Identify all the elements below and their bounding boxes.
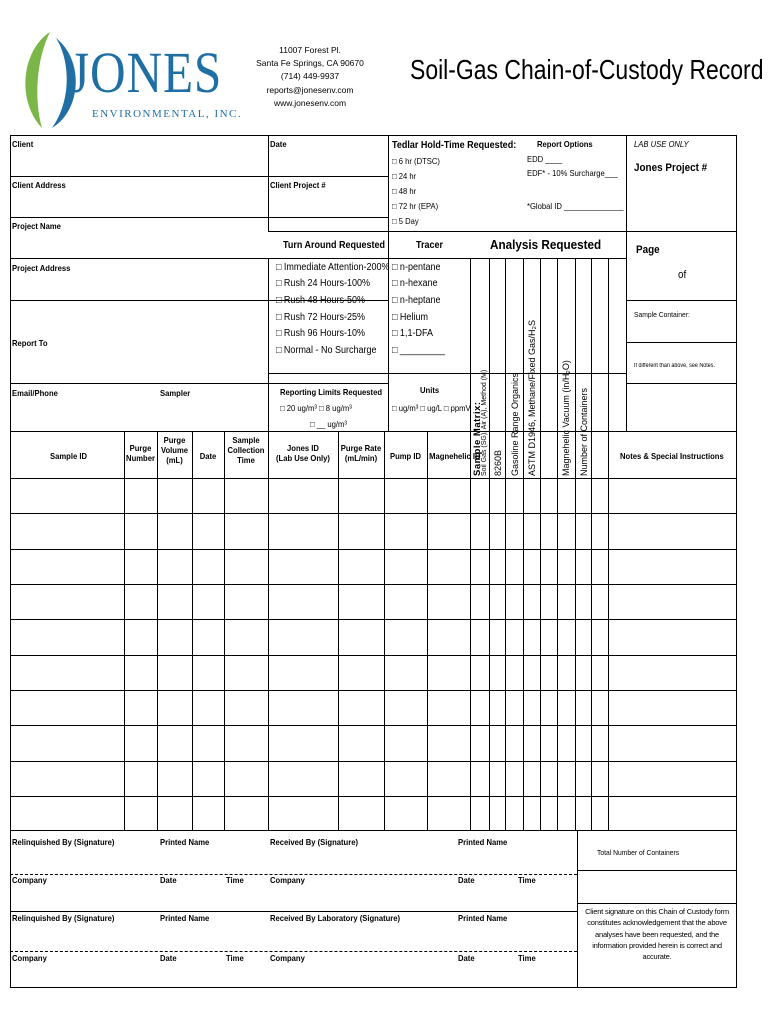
col-magnehelic-id: Magnehelic ID (429, 451, 481, 461)
units-option[interactable]: □ ug/m³ □ ug/L □ ppmV (392, 403, 471, 413)
table-row[interactable] (10, 619, 737, 620)
tedlar-option[interactable]: □ 5 Day (392, 216, 419, 226)
date-label: Date (160, 875, 177, 885)
client-project-label: Client Project # (270, 180, 326, 190)
sample-matrix-label: Sample Matrix: (472, 401, 483, 476)
acknowledgement-text: Client signature on this Chain of Custody form constitutes acknowledgement that the above analyses have been requested, and the information provided herein is correct and accurate. (585, 907, 729, 961)
tracer-option[interactable]: □ _________ (392, 345, 445, 356)
table-row[interactable] (10, 584, 737, 585)
lab-use-label: LAB USE ONLY (634, 139, 689, 149)
printed-name-label: Printed Name (160, 837, 210, 847)
relinquished-label: Relinquished By (Signature) (12, 913, 115, 923)
company-label: Company (270, 953, 305, 963)
table-row[interactable] (10, 796, 737, 797)
tracer-option[interactable]: □ Helium (392, 312, 428, 323)
received-label: Received By (Signature) (270, 837, 359, 847)
tat-option[interactable]: □ Rush 96 Hours-10% (276, 328, 365, 339)
tat-option[interactable]: □ Normal - No Surcharge (276, 345, 377, 356)
project-name-label: Project Name (12, 221, 61, 231)
address-line: reports@jonesenv.com (266, 84, 354, 95)
company-label: Company (270, 875, 305, 885)
date-label: Date (270, 139, 287, 149)
company-label: Company (12, 953, 47, 963)
col-jones-id: Jones ID (Lab Use Only) (276, 443, 330, 463)
col-sample-id: Sample ID (50, 451, 87, 461)
tracer-title: Tracer (416, 240, 444, 251)
table-row[interactable] (10, 478, 737, 479)
tracer-option[interactable]: □ n-hexane (392, 278, 438, 289)
project-address-label: Project Address (12, 263, 71, 273)
tracer-option[interactable]: □ n-heptane (392, 295, 441, 306)
date-label: Date (160, 953, 177, 963)
edd-option[interactable]: EDD ____ (527, 154, 563, 164)
time-label: Time (518, 953, 536, 963)
page-title: Soil-Gas Chain-of-Custody Record (410, 54, 764, 85)
col-purge-volume: Purge Volume (mL) (160, 435, 189, 465)
received-lab-label: Received By Laboratory (Signature) (270, 913, 401, 923)
address-line: www.jonesenv.com (273, 97, 347, 108)
time-label: Time (226, 953, 244, 963)
container-note: If different than above, see Notes. (634, 363, 715, 369)
logo-subtitle: ENVIRONMENTAL, INC. (92, 108, 243, 120)
col-purge-number: Purge Number (126, 443, 155, 463)
tedlar-option[interactable]: □ 48 hr (392, 186, 417, 196)
email-phone-label: Email/Phone (12, 388, 58, 398)
tat-option[interactable]: □ Immediate Attention-200% (276, 262, 390, 273)
printed-name-label: Printed Name (160, 913, 210, 923)
analysis-col-8260b: 8260B (493, 449, 503, 476)
report-to-label: Report To (12, 338, 48, 348)
table-row (10, 830, 737, 831)
address-line: Santa Fe Springs, CA 90670 (256, 58, 364, 69)
time-label: Time (226, 875, 244, 885)
tat-option[interactable]: □ Rush 24 Hours-100% (276, 278, 370, 289)
report-options-title: Report Options (537, 139, 593, 149)
col-purge-rate: Purge Rate (mL/min) (340, 443, 382, 463)
reporting-limits-option[interactable]: □ 20 ug/m³ □ 8 ug/m³ (280, 403, 352, 413)
table-row[interactable] (10, 549, 737, 550)
jones-project-label: Jones Project # (634, 162, 708, 174)
analysis-col-containers: Number of Containers (579, 387, 589, 476)
address-line: (714) 449-9937 (280, 71, 340, 82)
date-label: Date (458, 875, 475, 885)
table-row[interactable] (10, 690, 737, 691)
total-containers-label: Total Number of Containers (597, 848, 680, 857)
printed-name-label: Printed Name (458, 837, 508, 847)
reporting-limits-title: Reporting Limits Requested (280, 387, 383, 397)
analysis-col-magnehelic: Magnehelic Vacuum (in/H₂O) (561, 360, 571, 476)
sample-grid[interactable] (10, 478, 737, 831)
units-title: Units (420, 385, 440, 395)
reporting-limits-option[interactable]: □ __ ug/m³ (310, 419, 347, 429)
date-label: Date (458, 953, 475, 963)
of-label: of (678, 269, 687, 281)
col-sample-time: Sample Collection Time (227, 435, 265, 465)
printed-name-label: Printed Name (458, 913, 508, 923)
col-pump-id: Pump ID (389, 451, 422, 461)
logo-name: JONES (70, 40, 223, 105)
company-address (240, 44, 380, 110)
client-label: Client (12, 139, 34, 149)
relinquished-label: Relinquished By (Signature) (12, 837, 115, 847)
tedlar-option[interactable]: □ 6 hr (DTSC) (392, 156, 440, 166)
tracer-option[interactable]: □ 1,1-DFA (392, 328, 433, 339)
tat-option[interactable]: □ Rush 72 Hours-25% (276, 312, 365, 323)
analysis-col-gro: Gasoline Range Organics (510, 372, 520, 476)
address-line: 11007 Forest Pl. (279, 45, 341, 55)
tedlar-option[interactable]: □ 24 hr (392, 171, 417, 181)
col-notes: Notes & Special Instructions (620, 451, 724, 461)
client-address-label: Client Address (12, 180, 66, 190)
tracer-option[interactable]: □ n-pentane (392, 262, 441, 273)
sample-container-label: Sample Container: (634, 310, 690, 319)
analysis-col-astm: ASTM D1946, Methane/Fixed Gas/H₂S (527, 319, 537, 476)
analysis-title: Analysis Requested (490, 237, 602, 252)
time-label: Time (518, 875, 536, 885)
table-row[interactable] (10, 513, 737, 514)
table-row[interactable] (10, 761, 737, 762)
edf-option[interactable]: EDF* - 10% Surcharge___ (527, 168, 618, 178)
company-label: Company (12, 875, 47, 885)
table-row[interactable] (10, 655, 737, 656)
table-row[interactable] (10, 725, 737, 726)
col-date: Date (199, 451, 217, 461)
turnaround-title: Turn Around Requested (283, 240, 386, 251)
tat-option[interactable]: □ Rush 48 Hours-50% (276, 295, 365, 306)
sample-matrix-sub: Soil Gas (SG), Air (A), Method (M) (481, 369, 488, 476)
global-id-field[interactable]: *Global ID ______________ (527, 201, 624, 211)
tedlar-title: Tedlar Hold-Time Requested: (392, 140, 517, 151)
page-label: Page (636, 244, 660, 256)
tedlar-option[interactable]: □ 72 hr (EPA) (392, 201, 439, 211)
sampler-label: Sampler (160, 388, 191, 398)
